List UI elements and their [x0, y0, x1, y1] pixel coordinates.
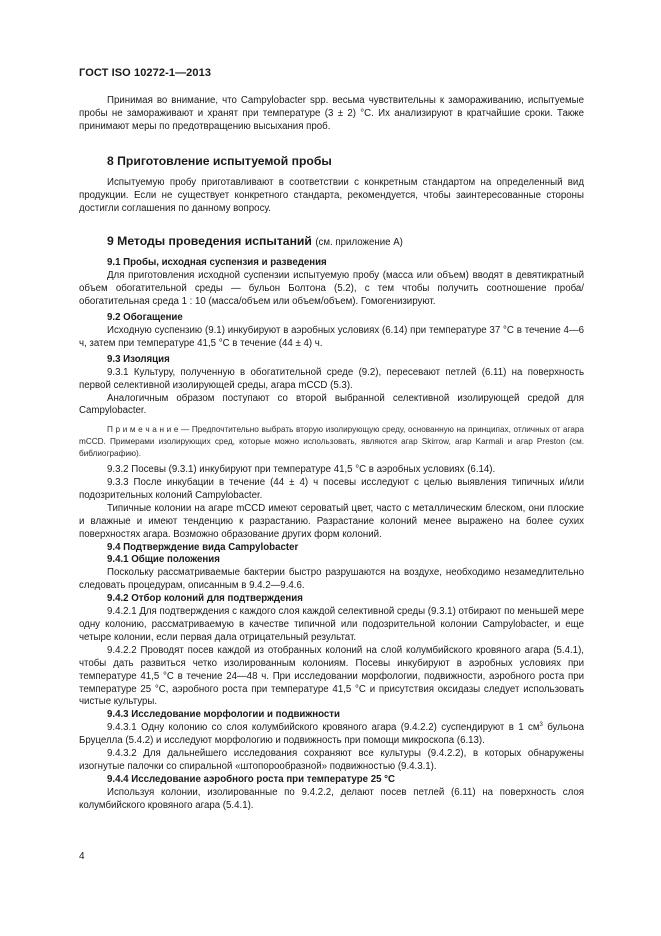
section-9-4-1-paragraph: Поскольку рассматриваемые бактерии быстро разрушаются на воздухе, необходимо незамедлительно следовать процедурам, описанным в 9.4.2—9.4.6.	[79, 567, 584, 592]
section-9-4-3-2-paragraph: 9.4.3.2 Для дальнейшего исследования сохраняют все культуры (9.4.2.2), в которых обнаружены изогнутые палочки со спиральной «штопорообразной» подвижностью (9.4.3.1).	[79, 748, 584, 772]
section-9-4-3-title: 9.4.3 Исследование морфологии и подвижности	[107, 709, 340, 721]
section-9-title-note: (см. приложение А)	[315, 237, 403, 249]
section-9-3-title: 9.3 Изоляция	[107, 353, 170, 365]
section-9-3-2-paragraph: 9.3.2 Посевы (9.3.1) инкубируют при температуре 41,5 °С в аэробных условиях (6.14).	[107, 464, 496, 476]
section-8-title: 8 Приготовление испытуемой пробы	[107, 153, 332, 168]
section-9-4-2-title: 9.4.2 Отбор колоний для подтверждения	[107, 593, 303, 605]
page-number: 4	[79, 851, 85, 862]
section-9-3-3-paragraph: 9.3.3 После инкубации в течение (44 ± 4) ч посевы исследуют с целью выявления типичных и/или подозрительных колоний Campylobacter.	[79, 477, 584, 501]
section-8-paragraph: Испытуемую пробу приготавливают в соответствии с конкретным стандартом на определенный вид продукции. Если не существует конкретного стандарта, рекомендуется, чтобы заинтересованные стороны достигли соглашения по данному вопросу.	[79, 176, 584, 214]
note-paragraph	[79, 424, 584, 459]
superscript-3: 3	[539, 721, 543, 728]
section-9-4-title: 9.4 Подтверждение вида Campylobacter	[107, 541, 299, 553]
section-9-2-title: 9.2 Обогащение	[107, 312, 183, 324]
section-9-4-2-1-paragraph: 9.4.2.1 Для подтверждения с каждого слоя каждой селективной среды (9.3.1) отбирают по меньшей мере одну колонию, рассматриваемую в качестве типичной или подозрительной колонии Campylobacter, и еще четыре колонии, если первая дала отрицательный результат.	[79, 606, 584, 643]
section-9-4-4-paragraph: Используя колонии, изолированные по 9.4.2.2, делают посев петлей (6.11) на поверхность слоя колумбийского кровяного агара (5.4.1).	[79, 786, 584, 811]
section-9-4-3-1-text-a: 9.4.3.1 Одну колонию со слоя колумбийского кровяного агара (9.4.2.2) суспендируют в 1 см	[107, 722, 540, 734]
section-9-4-3-1-paragraph	[79, 722, 584, 748]
section-9-2-paragraph: Исходную суспензию (9.1) инкубируют в аэробных условиях (6.14) при температуре 37 °С в течение 4—6 ч, затем при температуре 41,5 °С в течение (44 ± 4) ч.	[79, 324, 584, 349]
section-9-3-1-paragraph-2: Аналогичным образом поступают со второй выбранной селективной изолирующей средой для Campylobacter.	[79, 392, 584, 417]
standard-header: ГОСТ ISO 10272-1—2013	[79, 67, 212, 79]
section-9-4-4-title: 9.4.4 Исследование аэробного роста при температуре 25 °С	[107, 773, 396, 785]
section-9-3-3-paragraph-2: Типичные колонии на агаре mCCD имеют сероватый цвет, часто с металлическим блеском, они плоские и влажные и имеют тенденцию к разрастанию. Разрастание колоний менее выражено на более сухих поверхностях агара. Возможно образование других форм колоний.	[79, 502, 584, 540]
note-label: П р и м е ч а н и е —	[107, 425, 190, 435]
section-9-1-paragraph: Для приготовления исходной суспензии испытуемую пробу (масса или объем) вводят в девятикратный объем обогатительной среды — бульон Болтона (5.2), с тем чтобы получить соотношение проба/обогатительная среда 1 : 10 (масса/объем или объем/объем). Гомогенизируют.	[79, 270, 584, 308]
intro-paragraph: Принимая во внимание, что Campylobacter spp. весьма чувствительны к замораживанию, испытуемые пробы не замораживают и хранят при температуре (3 ± 2) °C. Их анализируют в кратчайшие сроки. Также принимают меры по предотвращению высыхания проб.	[79, 95, 584, 132]
section-9-4-1-title: 9.4.1 Общие положения	[107, 554, 220, 566]
section-9-1-title: 9.1 Пробы, исходная суспензия и разведения	[107, 257, 327, 269]
page-content	[79, 95, 584, 813]
section-9-4-2-2-paragraph: 9.4.2.2 Проводят посев каждой из отобранных колоний на слой колумбийского кровяного агара (5.4.1), чтобы дать развиться четко изолированным колониям. Посевы инкубируют в аэробных условиях при температуре 41,5 °С в течение 24—48 ч. При исследовании морфологии, подвижности, аэробного роста при температуре 25 °С, аэробного роста при температуре 41,5 °С и присутствия оксидазы следует использовать чистые культуры.	[79, 644, 584, 708]
section-9-title	[79, 234, 584, 250]
section-9-3-1-paragraph: 9.3.1 Культуру, полученную в обогатительной среде (9.2), пересевают петлей (6.11) на поверхность первой селективной изолирующей среды, агара mCCD (5.3).	[79, 366, 584, 391]
section-9-4-3-1-text-b: бульона Бруцелла (5.4.2) и исследуют морфологию и подвижность при помощи микроскопа (6.13).	[79, 722, 584, 747]
note-text: Предпочтительно выбрать вторую изолирующую среду, основанную на принципах, отличных от агара mCCD. Примерами изолирующих сред, которые можно использовать, являются агар Skirrow, агар Karmali и агар Preston (см. библиографию).	[79, 425, 584, 458]
section-9-title-text: 9 Методы проведения испытаний	[107, 234, 312, 249]
